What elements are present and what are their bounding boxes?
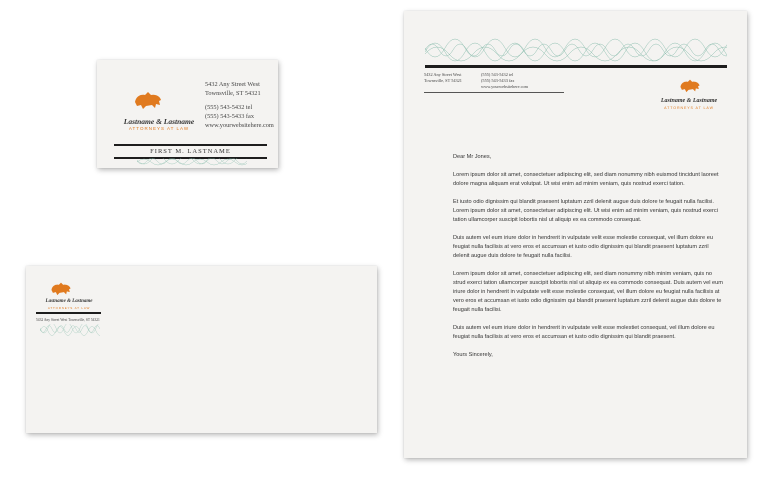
- guilloche-pattern: [40, 324, 100, 340]
- fax: (555) 543-5433 fax: [205, 112, 254, 120]
- phone: (555) 543-5432 tel: [205, 103, 253, 111]
- address-line-1: 5432 Any Street West: [424, 72, 462, 77]
- tagline: ATTORNEYS AT LAW: [128, 126, 190, 131]
- envelope: [26, 266, 377, 433]
- phone: (555) 543-5432 tel: [481, 72, 514, 77]
- paragraph: Et iusto odio dignissim qui blandit praesent luptatum zzril delenit augue duis dolore te feugait nulla facilisi. Lorem ipsum dolor sit amet, consectetuer adipiscing elit. Ut wisi enim ad minim veniam, quis nostrud exerci tation ullamcorper suscipit lobortis nisl ut aliquip ex ea commodo consequat.: [453, 199, 718, 223]
- website: www.yourwebsitehere.com: [205, 122, 274, 130]
- guilloche-pattern: [137, 158, 247, 168]
- firm-name: Lastname & Lastname: [123, 117, 195, 126]
- letter-body: [453, 153, 723, 369]
- card-contact-block: [205, 80, 274, 130]
- letterhead-rule: [425, 65, 727, 68]
- tagline: ATTORNEYS AT LAW: [664, 106, 714, 110]
- letterhead-contact: [481, 72, 528, 90]
- lion-icon: [50, 281, 72, 296]
- person-name: FIRST M. LASTNAME: [150, 148, 231, 155]
- business-card: [97, 60, 278, 168]
- firm-name: Lastname & Lastname: [45, 299, 93, 304]
- address-line-1: 5432 Any Street West: [205, 81, 260, 88]
- letterhead-address: [424, 72, 462, 84]
- paragraph: Duis autem vel eum iriure dolor in hendrerit in vulputate velit esse molestiet consequat, vel illum dolore eu feugiat nulla facilisis at vero eros et accumsan et iusto odio dignissim qui blandit praesent.: [453, 325, 715, 340]
- lion-icon: [133, 90, 163, 110]
- paragraph: Lorem ipsum dolor sit amet, consectetuer adipiscing elit, sed diam nonummy nibh minim veniam, quis no strud exerci tation ullamcorper suscipit lobortis nisl ut aliquip ex ea commodo consequat. Duis autem vel eum iriure dolor in hendrerit in vulputate velit esse molestie consequat, vel illum dolore eu feugiat nulla facilisis at vero eros et accumsan et iusto odio dignissim qui blandit praesent luptatum zzril delenit augue duis dolore te feugait nulla facilisi.: [453, 271, 723, 313]
- paragraph: Lorem ipsum dolor sit amet, consectetuer adipiscing elit, sed diam nonummy nibh euismod tincidunt laoreet dolore magna aliquam erat volutpat. Ut wisi enim ad minim veniam, quis nostrud exerci tation.: [453, 172, 719, 187]
- envelope-rule: [36, 312, 101, 314]
- address-line-2: Townsville, ST 54321: [205, 90, 261, 98]
- paragraph: Duis autem vel eum iriure dolor in hendrerit in vulputate velit esse molestie consequat, vel illum dolore eu feugiat nulla facilisis at vero eros et accumsan et iusto odio dignissim qui blandit praesent luptatum zzril delenit augue duis dolore te feugait nulla facilisi.: [453, 235, 713, 259]
- address-line-2: Townsville, ST 54321: [424, 78, 462, 83]
- lion-icon: [679, 78, 701, 93]
- salutation: Dear Mr Jones,: [453, 154, 492, 160]
- contact-underline: [424, 92, 564, 93]
- card-rule-top: [114, 144, 267, 146]
- website: www.yourwebsitehere.com: [481, 84, 528, 89]
- closing: Yours Sincerely,: [453, 352, 493, 358]
- firm-name: Lastname & Lastname: [660, 98, 718, 104]
- return-address: 5432 Any Street West Townsville, ST 54321: [36, 318, 100, 322]
- guilloche-pattern: [425, 34, 727, 64]
- tagline: ATTORNEYS AT LAW: [47, 306, 91, 310]
- letterhead: [404, 11, 747, 458]
- fax: (555) 543-5433 fax: [481, 78, 515, 83]
